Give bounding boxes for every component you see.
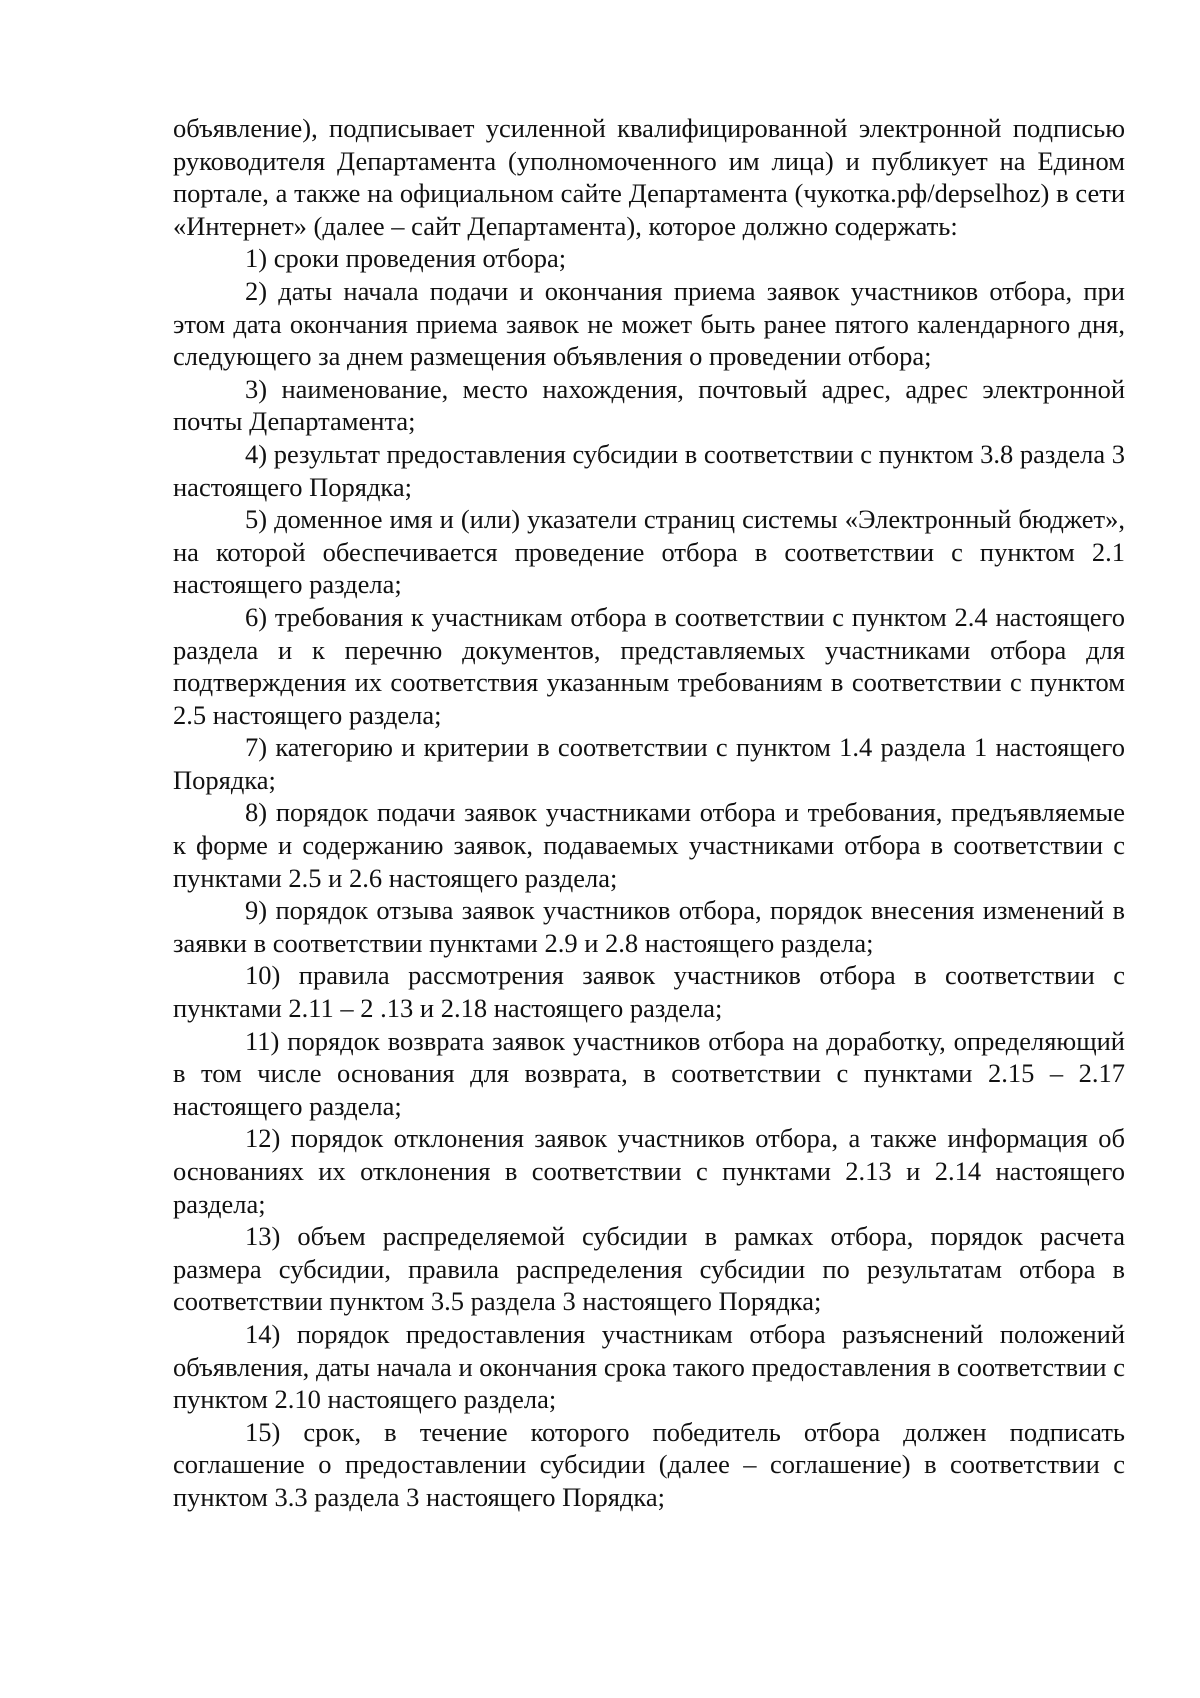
list-item-3: 3) наименование, место нахождения, почтовый адрес, адрес электронной почты Департамента;	[173, 373, 1125, 437]
list-item-14: 14) порядок предоставления участникам отбора разъяснений положений объявления, даты начала и окончания срока такого предоставления в соответствии с пунктом 2.10 настоящего раздела;	[173, 1318, 1125, 1415]
paragraph-intro: объявление), подписывает усиленной квалифицированной электронной подписью руководителя Департамента (уполномоченного им лица) и публикует на Едином портале, а также на официальном сайте Департамента (чукотка.рф/depselhoz) в сети «Интернет» (далее – сайт Департамента), которое должно содержать:	[173, 113, 1125, 241]
list-item-6: 6) требования к участникам отбора в соответствии с пунктом 2.4 настоящего раздела и к перечню документов, представляемых участниками отбора для подтверждения их соответствия указанным требованиям в соответствии с пунктом 2.5 настоящего раздела;	[173, 601, 1125, 730]
list-item-1: 1) сроки проведения отбора;	[245, 243, 567, 274]
list-item-4: 4) результат предоставления субсидии в соответствии с пунктом 3.8 раздела 3 настоящего Порядка;	[173, 438, 1125, 502]
list-item-13: 13) объем распределяемой субсидии в рамках отбора, порядок расчета размера субсидии, правила распределения субсидии по результатам отбора в соответствии пунктом 3.5 раздела 3 настоящего Порядка;	[173, 1221, 1125, 1317]
list-item-12: 12) порядок отклонения заявок участников отбора, а также информация об основаниях их отклонения в соответствии с пунктами 2.13 и 2.14 настоящего раздела;	[173, 1123, 1125, 1219]
list-item-15: 15) срок, в течение которого победитель отбора должен подписать соглашение о предоставлении субсидии (далее – соглашение) в соответствии с пунктом 3.3 раздела 3 настоящего Порядка;	[173, 1416, 1125, 1512]
list-item-5: 5) доменное имя и (или) указатели страниц системы «Электронный бюджет», на которой обеспечивается проведение отбора в соответствии с пунктом 2.1 настоящего раздела;	[173, 504, 1125, 600]
list-item-8: 8) порядок подачи заявок участниками отбора и требования, предъявляемые к форме и содержанию заявок, подаваемых участниками отбора в соответствии с пунктами 2.5 и 2.6 настоящего раздела;	[173, 797, 1125, 893]
list-item-10: 10) правила рассмотрения заявок участников отбора в соответствии с пунктами 2.11 – 2 .13 и 2.18 настоящего раздела;	[173, 960, 1125, 1024]
list-item-2: 2) даты начала подачи и окончания приема заявок участников отбора, при этом дата окончания приема заявок не может быть ранее пятого календарного дня, следующего за днем размещения объявления о проведении отбора;	[173, 275, 1125, 372]
list-item-11: 11) порядок возврата заявок участников отбора на доработку, определяющий в том числе основания для возврата, в соответствии с пунктами 2.15 – 2.17 настоящего раздела;	[173, 1025, 1125, 1121]
list-item-7: 7) категорию и критерии в соответствии с пунктом 1.4 раздела 1 настоящего Порядка;	[173, 732, 1125, 795]
document-body	[173, 112, 1125, 1514]
list-item-9: 9) порядок отзыва заявок участников отбора, порядок внесения изменений в заявки в соответствии пунктами 2.9 и 2.8 настоящего раздела;	[173, 895, 1125, 958]
